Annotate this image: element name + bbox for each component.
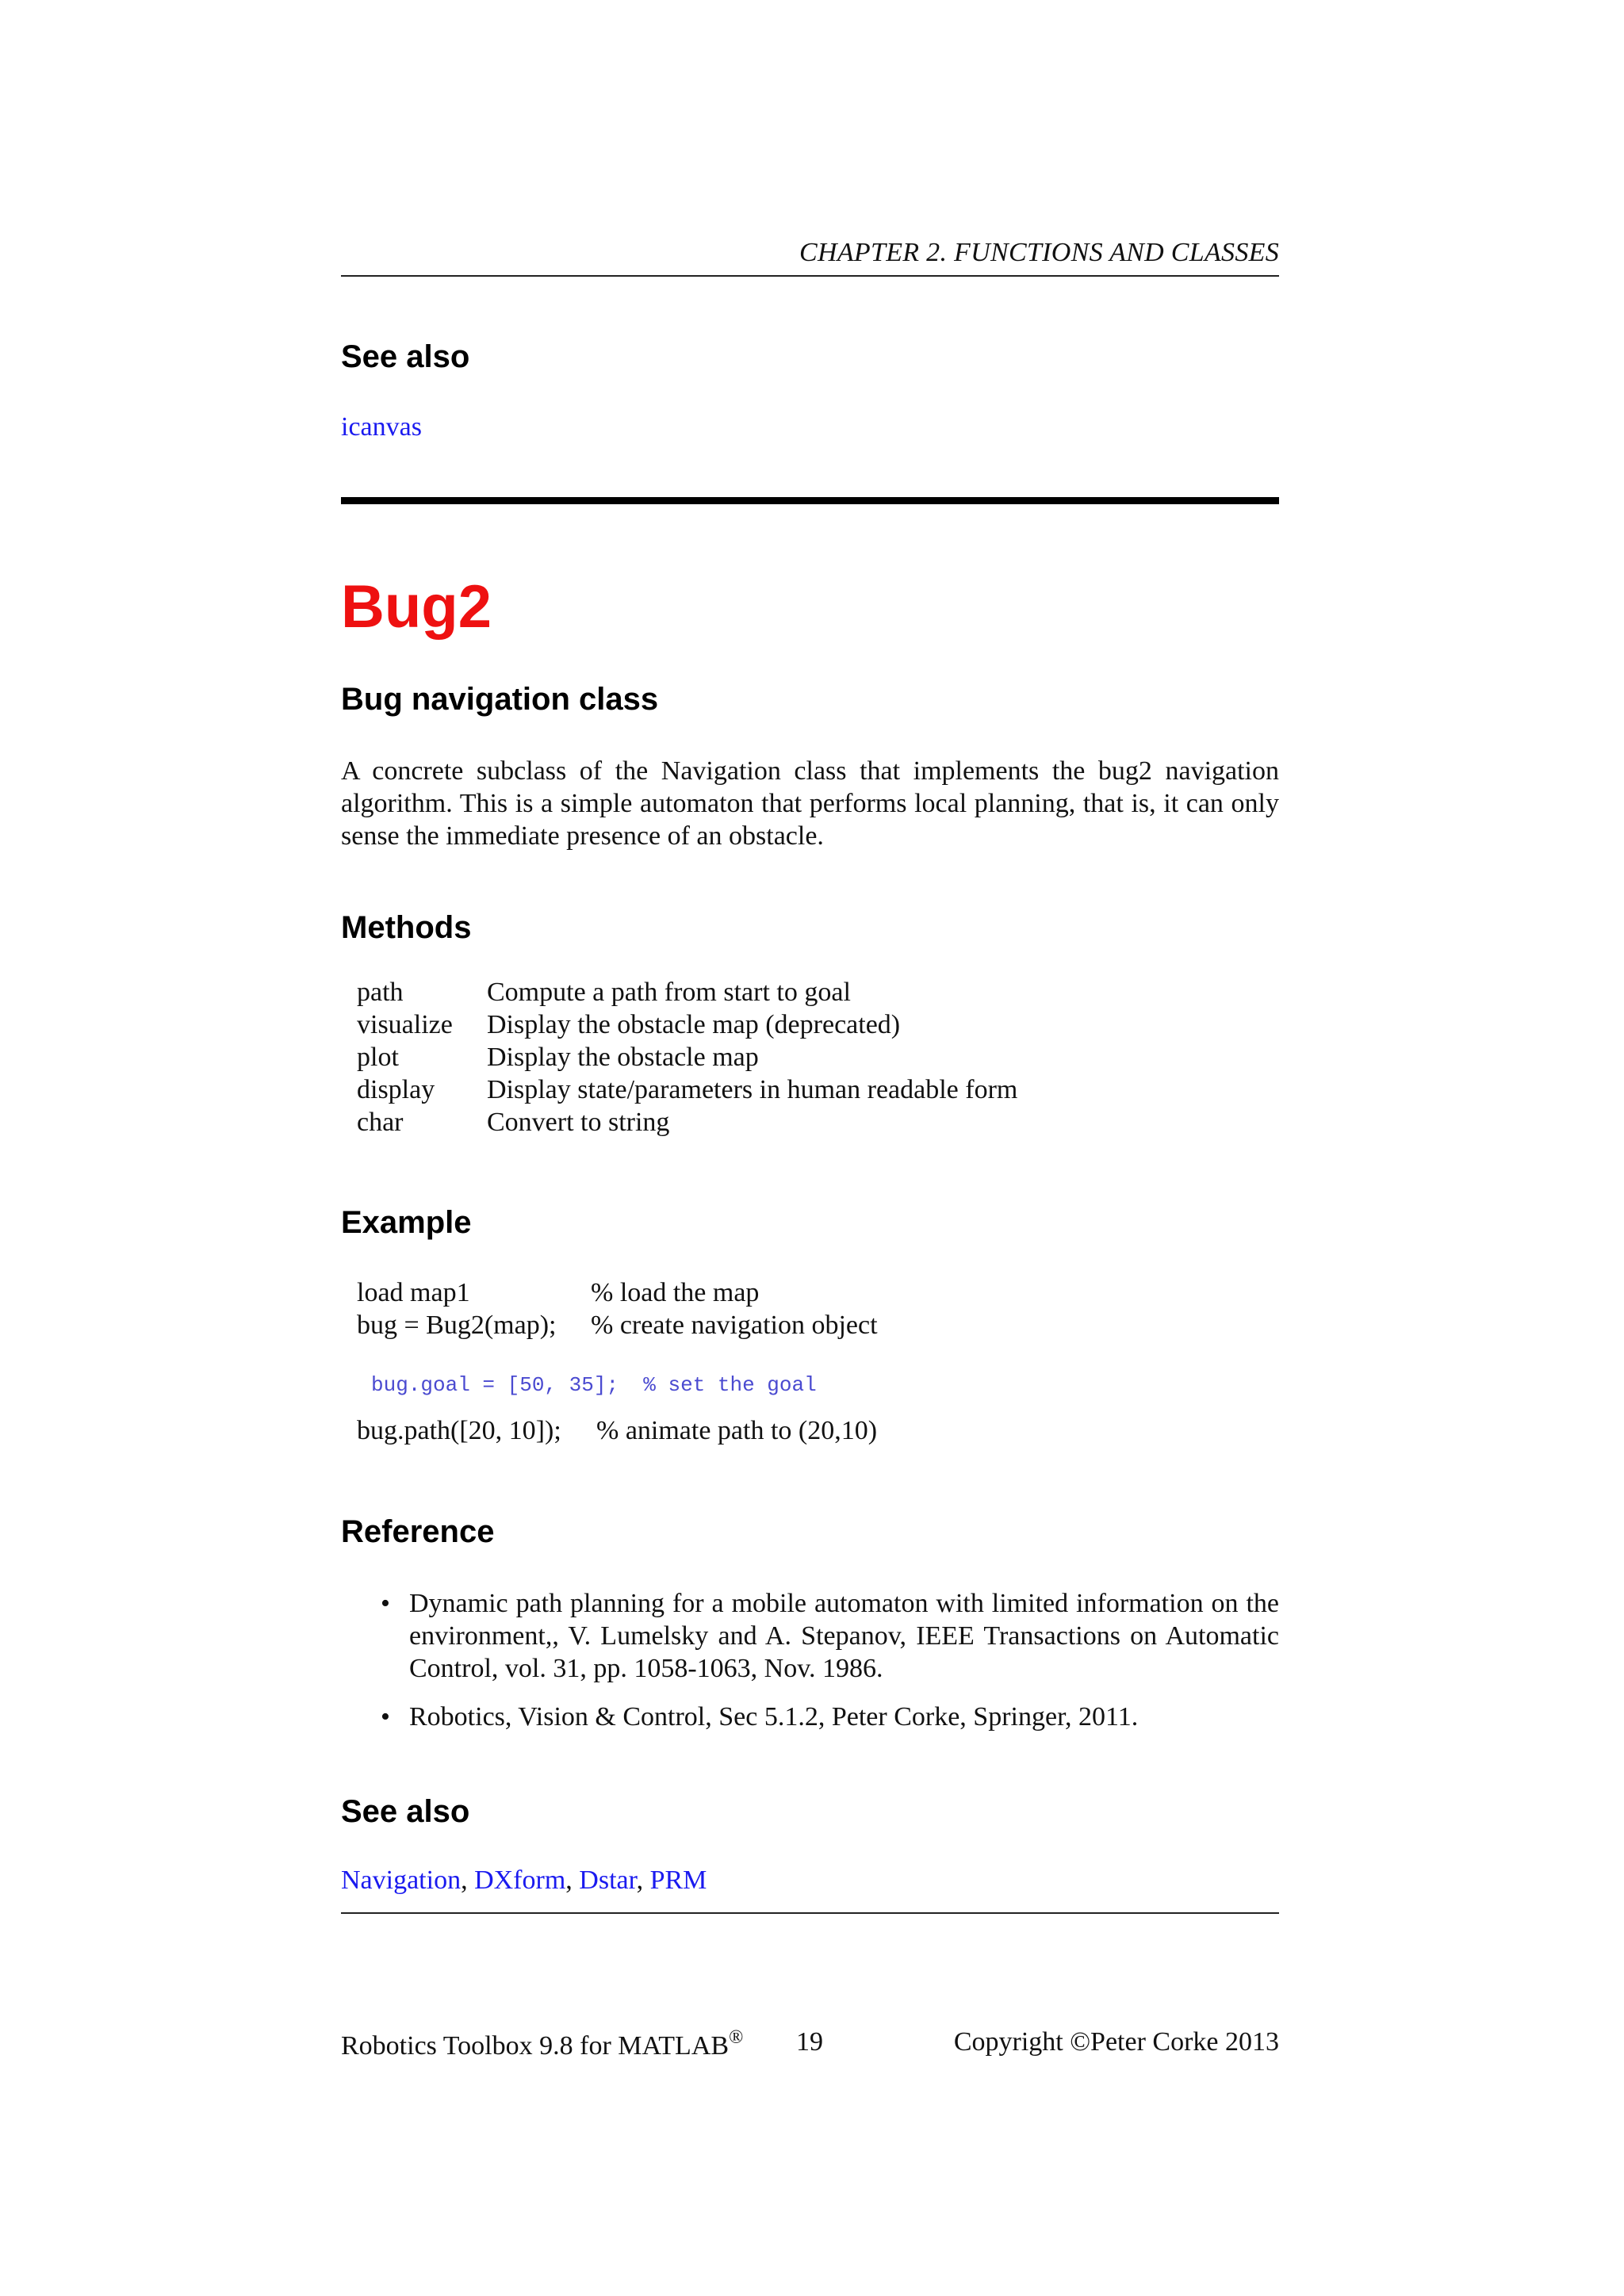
class-subtitle: Bug navigation class — [341, 682, 659, 717]
example-comment: % load the map — [591, 1278, 760, 1307]
registered-mark: ® — [729, 2027, 744, 2048]
reference-item — [341, 1701, 1279, 1733]
example-heading: Example — [341, 1205, 472, 1240]
example-comment: % create navigation object — [591, 1311, 878, 1340]
class-description: A concrete subclass of the Navigation class that implements the bug2 navigation algorithm. This is a simple automaton that performs local planning, that is, it can only sense the immediate presence of an obstacle. — [341, 756, 1279, 851]
reference-heading: Reference — [341, 1514, 495, 1549]
method-description: Convert to string — [487, 1108, 670, 1137]
method-name: char — [357, 1108, 404, 1137]
method-description: Compute a path from start to goal — [487, 978, 851, 1007]
see-also-heading: See also — [341, 339, 470, 374]
method-description: Display the obstacle map — [487, 1043, 759, 1072]
class-title: Bug2 — [341, 573, 492, 641]
example-code: bug = Bug2(map); — [357, 1311, 557, 1340]
link-dstar[interactable]: Dstar — [579, 1866, 637, 1895]
running-head: CHAPTER 2. FUNCTIONS AND CLASSES — [799, 238, 1279, 267]
link-navigation[interactable]: Navigation — [341, 1866, 462, 1895]
example-comment: % animate path to (20,10) — [596, 1416, 878, 1445]
reference-item — [341, 1587, 1279, 1685]
reference-list — [341, 1587, 1279, 1749]
methods-table — [357, 976, 1017, 1138]
example-code-block: bug.goal = [50, 35]; % set the goal — [371, 1373, 817, 1397]
method-row — [357, 1008, 1017, 1041]
bullet-icon: • — [381, 1702, 390, 1732]
see-also-heading: See also — [341, 1794, 470, 1829]
section-divider — [341, 497, 1279, 504]
page-number: 19 — [796, 2027, 823, 2057]
method-description: Display state/parameters in human readable form — [487, 1075, 1018, 1104]
method-name: display — [357, 1075, 435, 1104]
footer-copyright: Copyright ©Peter Corke 2013 — [953, 2027, 1279, 2057]
example-line — [357, 1278, 759, 1308]
reference-text: Robotics, Vision & Control, Sec 5.1.2, Peter Corke, Springer, 2011. — [409, 1702, 1139, 1732]
method-name: visualize — [357, 1010, 453, 1039]
link-prm[interactable]: PRM — [649, 1866, 707, 1895]
separator: , — [461, 1866, 475, 1895]
method-name: plot — [357, 1043, 399, 1072]
link-icanvas[interactable]: icanvas — [341, 412, 422, 442]
separator: , — [636, 1866, 650, 1895]
document-page — [341, 0, 1279, 2296]
method-row — [357, 1106, 1017, 1138]
example-code: load map1 — [357, 1278, 470, 1307]
link-dxform[interactable]: DXform — [474, 1866, 566, 1895]
separator: , — [565, 1866, 580, 1895]
footer-rule — [341, 1912, 1279, 1914]
example-line — [357, 1311, 878, 1341]
see-also-links — [341, 1866, 707, 1896]
reference-text: Dynamic path planning for a mobile automaton with limited information on the environment,, V. Lumelsky and A. Stepanov, IEEE Transactions on Automatic Control, vol. 31, pp. 1058-1063, Nov. 1986. — [409, 1589, 1279, 1683]
example-line — [357, 1416, 877, 1446]
bullet-icon: • — [381, 1589, 390, 1618]
method-name: path — [357, 978, 404, 1007]
method-row — [357, 1041, 1017, 1073]
method-row — [357, 1073, 1017, 1106]
footer-title-text: Robotics Toolbox 9.8 for MATLAB — [341, 2031, 730, 2061]
methods-heading: Methods — [341, 910, 472, 945]
header-rule — [341, 275, 1279, 277]
method-description: Display the obstacle map (deprecated) — [487, 1010, 901, 1039]
method-row — [357, 976, 1017, 1008]
example-code: bug.path([20, 10]); — [357, 1416, 561, 1445]
footer-title — [341, 2027, 743, 2061]
